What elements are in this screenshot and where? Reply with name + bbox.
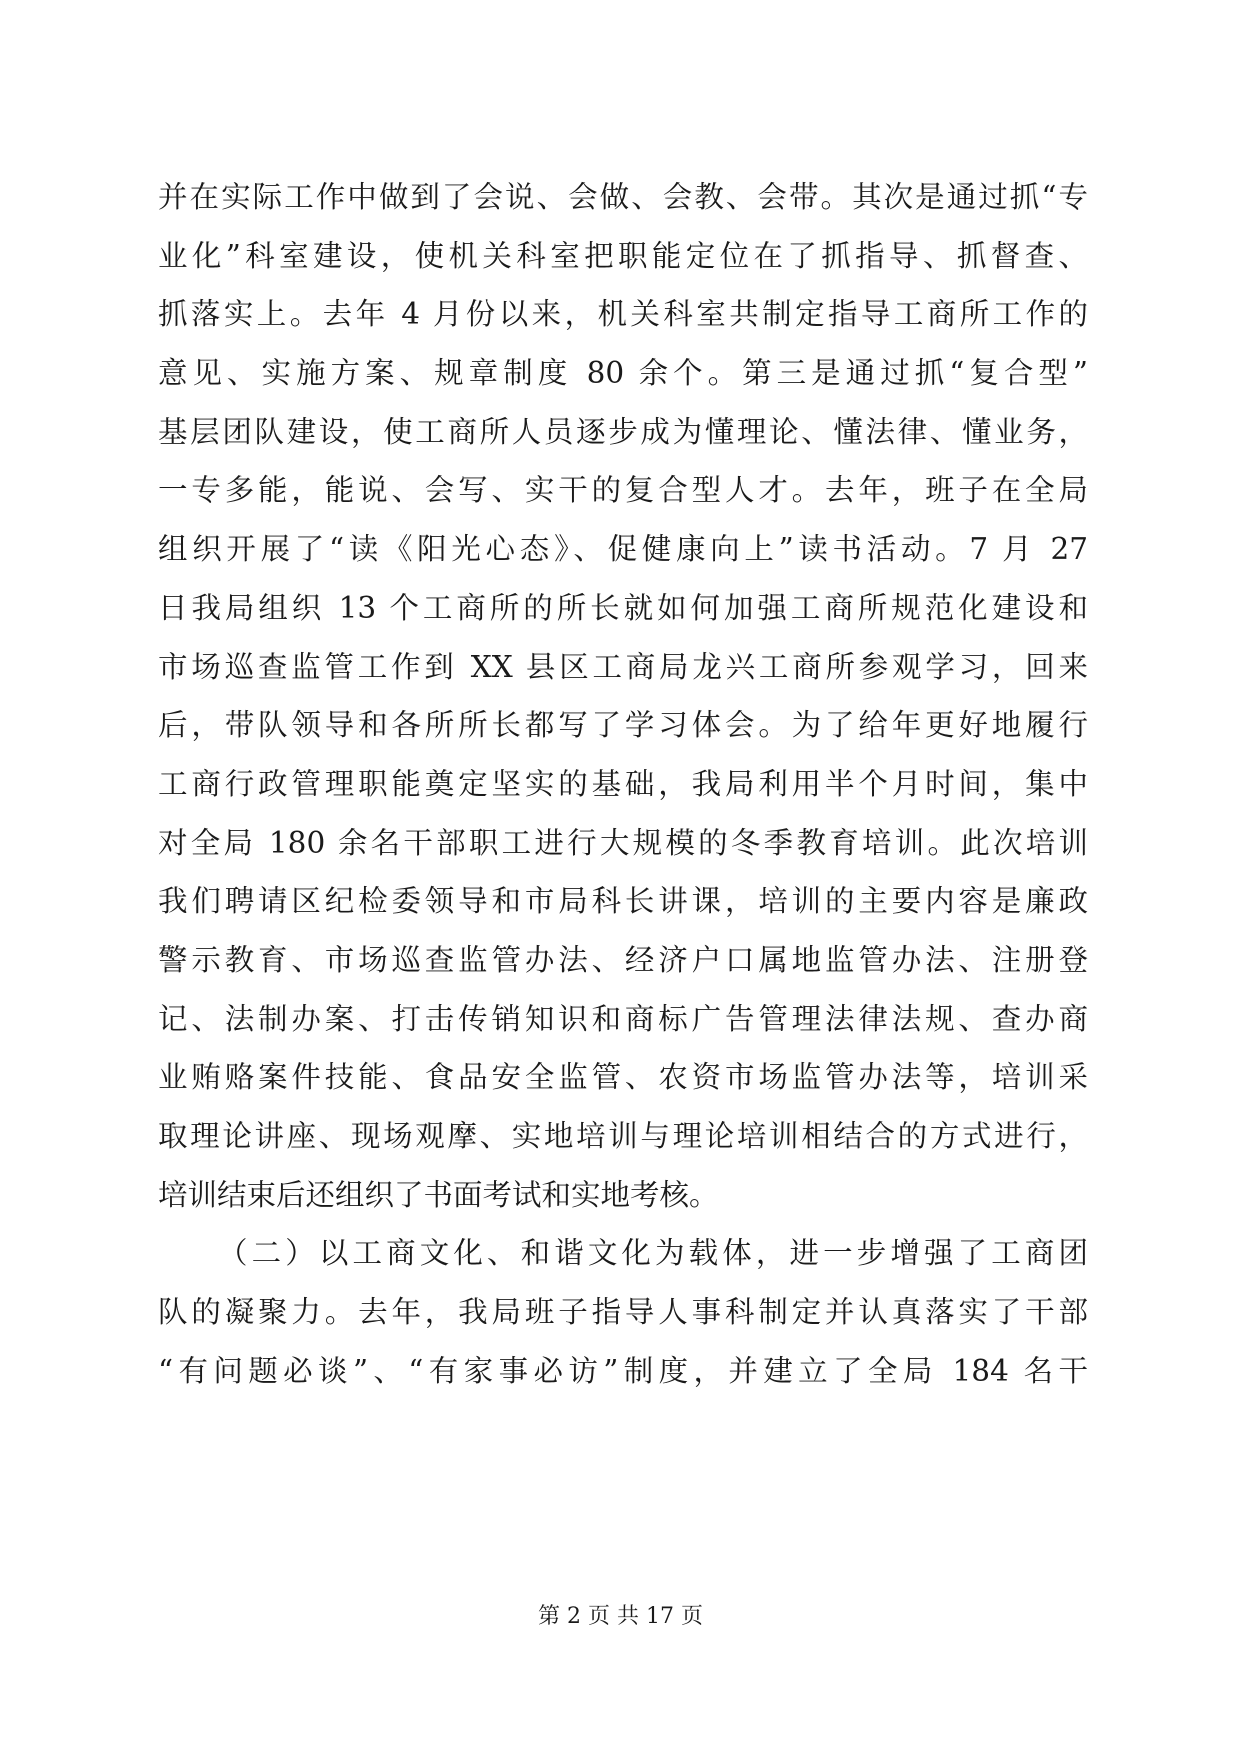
text-line: 对全局 180 余名干部职工进行大规模的冬季教育培训。此次培训 <box>158 825 1088 860</box>
text-line: 市场巡查监管工作到 XX 县区工商局龙兴工商所参观学习，回来 <box>158 649 1088 684</box>
text-line: 工商行政管理职能奠定坚实的基础，我局利用半个月时间，集中 <box>158 766 1088 801</box>
text-line: 抓落实上。去年 4 月份以来，机关科室共制定指导工商所工作的 <box>158 297 1088 332</box>
paragraph-heading-line: （二）以工商文化、和谐文化为载体，进一步增强了工商团 <box>218 1236 1088 1271</box>
text-line: 培训结束后还组织了书面考试和实地考核。 <box>158 1177 719 1212</box>
text-line: “有问题必谈”、“有家事必访”制度，并建立了全局 184 名干 <box>158 1353 1088 1388</box>
text-line: 组织开展了“读《阳光心态》、促健康向上”读书活动。7 月 27 <box>158 532 1088 567</box>
text-line: 业化”科室建设，使机关科室把职能定位在了抓指导、抓督查、 <box>158 238 1088 273</box>
page-number-footer: 第 2 页 共 17 页 <box>538 1604 703 1629</box>
text-line: 我们聘请区纪检委领导和市局科长讲课，培训的主要内容是廉政 <box>158 884 1088 919</box>
text-line: 取理论讲座、现场观摩、实地培训与理论培训相结合的方式进行， <box>158 1119 1088 1153</box>
text-line: 一专多能，能说、会写、实干的复合型人才。去年，班子在全局 <box>158 473 1088 508</box>
text-line: 队的凝聚力。去年，我局班子指导人事科制定并认真落实了干部 <box>158 1295 1088 1330</box>
text-line: 记、法制办案、打击传销知识和商标广告管理法律法规、查办商 <box>158 1001 1088 1036</box>
body-text <box>158 168 1088 1400</box>
text-line: 并在实际工作中做到了会说、会做、会教、会带。其次是通过抓“专 <box>158 180 1088 214</box>
text-line: 警示教育、市场巡查监管办法、经济户口属地监管办法、注册登 <box>158 942 1088 977</box>
text-line: 日我局组织 13 个工商所的所长就如何加强工商所规范化建设和 <box>158 590 1088 625</box>
text-line: 意见、实施方案、规章制度 80 余个。第三是通过抓“复合型” <box>158 356 1088 391</box>
text-line: 后，带队领导和各所所长都写了学习体会。为了给年更好地履行 <box>158 708 1088 743</box>
text-line: 业贿赂案件技能、食品安全监管、农资市场监管办法等，培训采 <box>158 1060 1088 1095</box>
text-line: 基层团队建设，使工商所人员逐步成为懂理论、懂法律、懂业务， <box>158 414 1088 449</box>
